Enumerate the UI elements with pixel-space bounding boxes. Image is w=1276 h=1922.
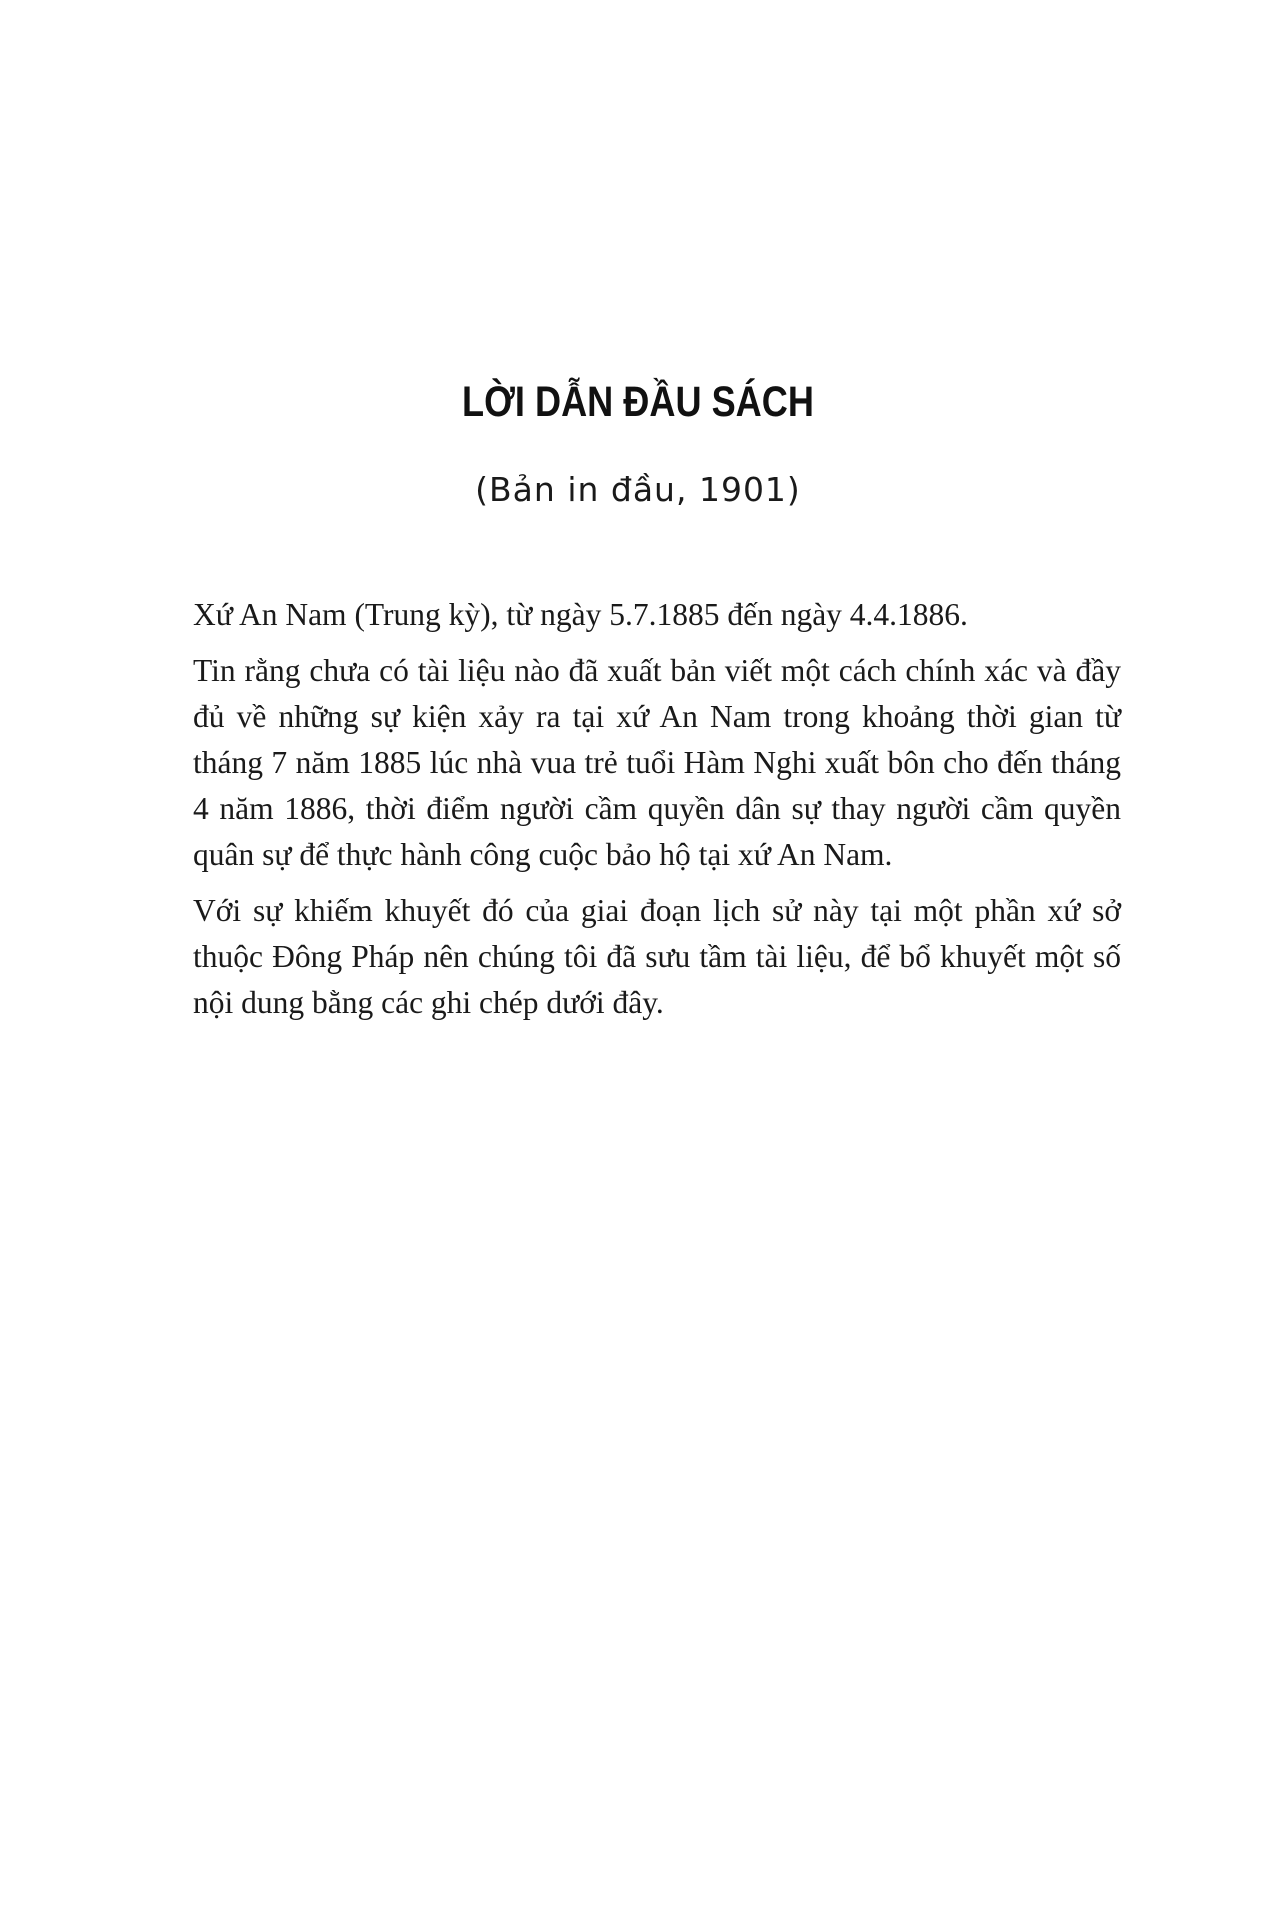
paragraph-2: Tin rằng chưa có tài liệu nào đã xuất bản viết một cách chính xác và đầy đủ về những sự kiện xảy ra tại xứ An Nam trong khoảng thời gian từ tháng 7 năm 1885 lúc nhà vua trẻ tuổi Hàm Nghi xuất bôn cho đến tháng 4 năm 1886, thời điểm người cầm quyền dân sự thay người cầm quyền quân sự để thực hành công cuộc bảo hộ tại xứ An Nam. [193,653,1121,872]
paragraph-1: Xứ An Nam (Trung kỳ), từ ngày 5.7.1885 đến ngày 4.4.1886. [193,597,968,632]
body-text [193,592,1121,1036]
page-title: LỜI DẪN ĐẦU SÁCH [462,378,814,426]
page-subtitle: (Bản in đầu, 1901) [475,470,801,509]
paragraph-3: Với sự khiếm khuyết đó của giai đoạn lịch sử này tại một phần xứ sở thuộc Đông Pháp nên chúng tôi đã sưu tầm tài liệu, để bổ khuyết một số nội dung bằng các ghi chép dưới đây. [193,893,1121,1020]
